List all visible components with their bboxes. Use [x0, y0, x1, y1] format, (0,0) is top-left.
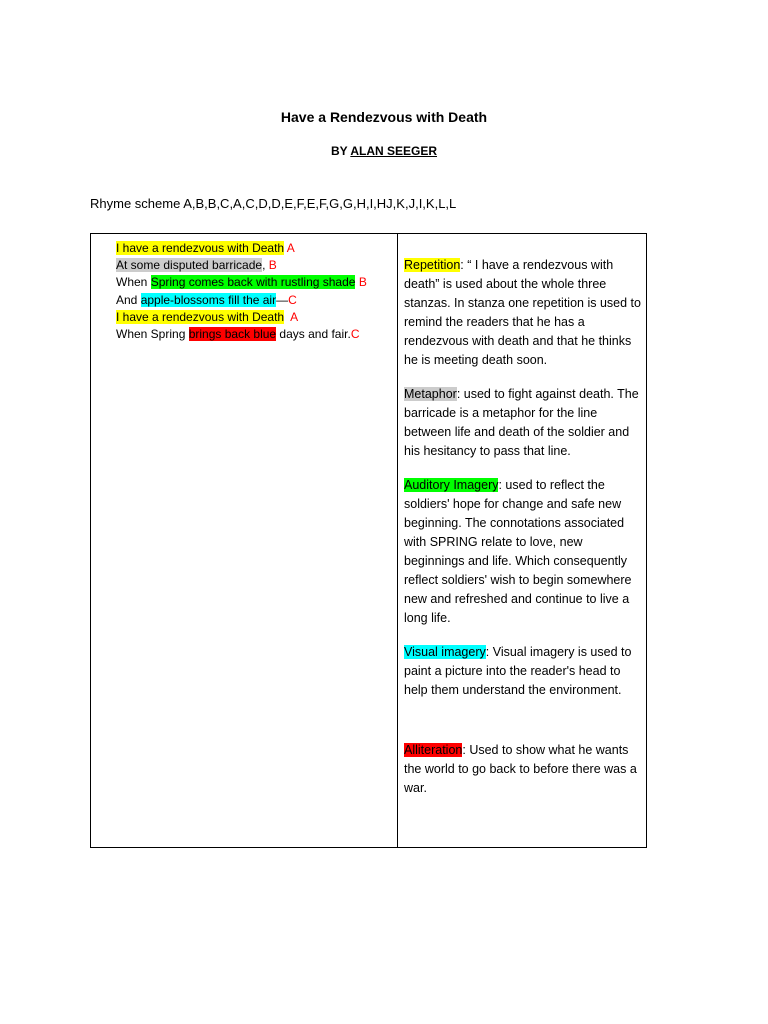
rhyme-letter: C	[350, 327, 360, 342]
page-title: Have a Rendezvous with Death	[280, 109, 488, 125]
note-text: : Visual imagery is used to paint a picture into the reader's head to help them understand the environment.	[404, 645, 632, 697]
poem-line-pre: When	[116, 275, 151, 290]
poem-line	[116, 309, 367, 326]
rhyme-letter: B	[358, 275, 367, 290]
poem-line	[116, 274, 367, 291]
poem-line-highlight: Spring comes back with rustling shade	[150, 275, 356, 290]
poem-line	[116, 257, 367, 274]
notes-column	[404, 256, 642, 798]
note-repetition	[404, 256, 642, 370]
note-term: Alliteration	[404, 743, 463, 757]
poem-line-pre: And	[116, 292, 141, 307]
note-text: : Used to show what he wants the world to go back to before there was a war.	[404, 743, 637, 795]
note-term: Auditory Imagery	[404, 478, 499, 492]
note-visual-imagery	[404, 643, 642, 700]
poem-line	[116, 240, 367, 257]
poem-line-highlight: I have a rendezvous with Death	[116, 241, 285, 255]
note-auditory-imagery	[404, 476, 642, 628]
column-divider	[397, 234, 398, 847]
note-alliteration	[404, 741, 642, 798]
poem-line-highlight: I have a rendezvous with Death	[116, 309, 285, 324]
poem-line-post: ,	[262, 258, 269, 273]
poem-column	[116, 240, 367, 343]
byline-prefix: BY	[330, 144, 351, 158]
note-metaphor	[404, 385, 642, 461]
rhyme-scheme: Rhyme scheme A,B,B,C,A,C,D,D,E,F,E,F,G,G,H,I,HJ,K,J,I,K,L,L	[90, 196, 457, 211]
note-text: : used to fight against death. The barricade is a metaphor for the line between life and death of the soldier and his hesitancy to pass that line.	[404, 387, 639, 458]
byline	[0, 144, 768, 158]
rhyme-letter: A	[290, 309, 299, 324]
author-name: ALAN SEEGER	[350, 144, 438, 158]
note-term: Repetition	[404, 258, 461, 272]
rhyme-letter: B	[268, 258, 277, 273]
note-text: : “ I have a rendezvous with death” is used about the whole three stanzas. In stanza one repetition is used to remind the readers that he has a rendezvous with death and that he thinks he is meeting death soon.	[404, 258, 641, 367]
poem-line-post: days and fair.	[276, 327, 351, 342]
poem-line	[116, 292, 367, 309]
note-term: Visual imagery	[404, 645, 486, 659]
poem-line-highlight: apple-blossoms fill the air	[140, 292, 277, 307]
poem-line	[116, 326, 367, 343]
poem-line-highlight: At some disputed barricade	[116, 258, 263, 273]
rhyme-letter: A	[286, 241, 295, 255]
poem-line-highlight: brings back blue	[188, 327, 277, 342]
poem-line-pre: When Spring	[116, 327, 189, 342]
analysis-table	[90, 233, 647, 848]
note-term: Metaphor	[404, 387, 457, 401]
rhyme-letter: C	[288, 292, 297, 307]
note-text: : used to reflect the soldiers' hope for change and safe new beginning. The connotations associated with SPRING relate to love, new beginnings and life. Which consequently reflect soldiers' wish to begin somewhere new and refreshed and continue to live a long life.	[404, 478, 632, 625]
poem-line-post: —	[276, 292, 289, 307]
